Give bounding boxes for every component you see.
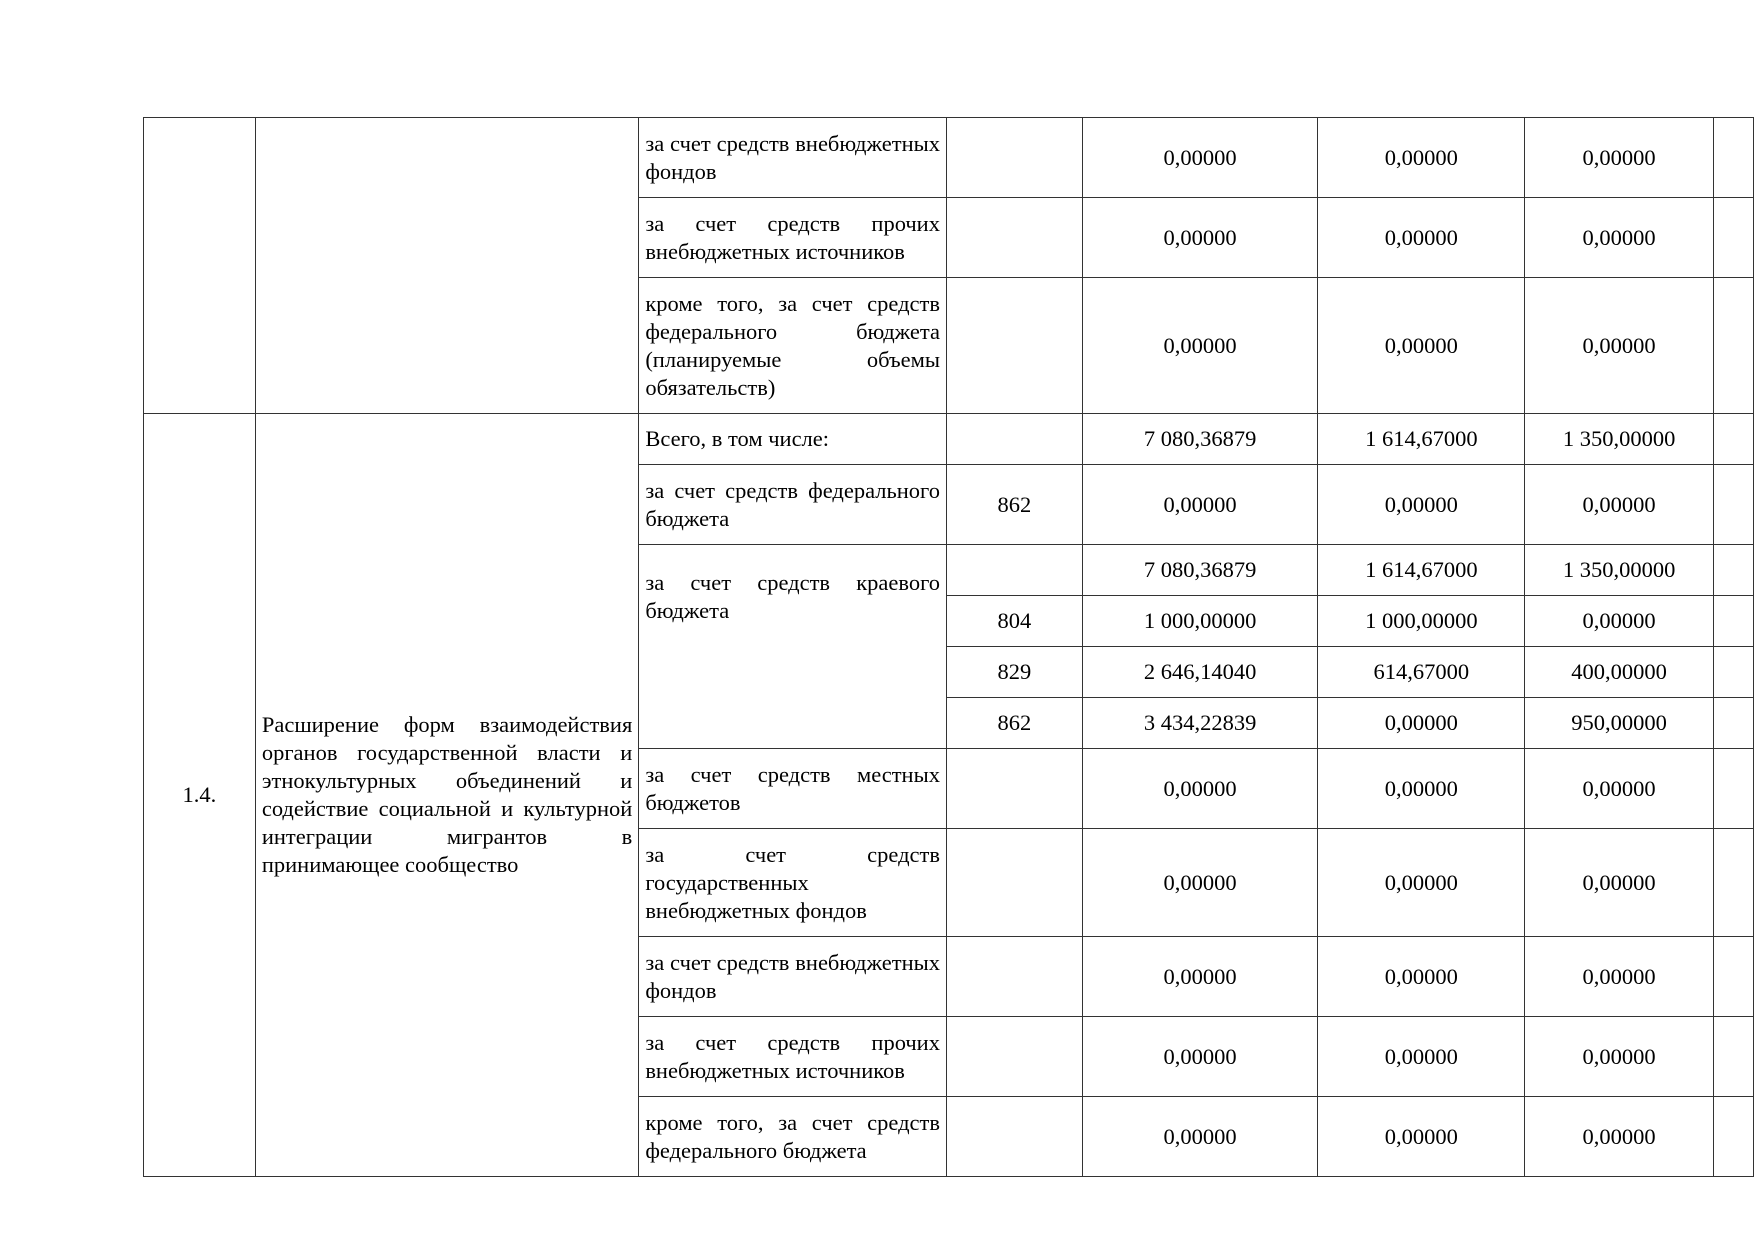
amount-year-2: 0,00000 xyxy=(1525,596,1714,647)
amount-year-2: 400,00000 xyxy=(1525,647,1714,698)
amount-total: 1 000,00000 xyxy=(1082,596,1318,647)
funding-source: кроме того, за счет средств федерального бюджета (планируемые объемы обязательств) xyxy=(639,278,947,414)
budget-code xyxy=(946,198,1082,278)
cut-off-cell xyxy=(1714,749,1754,829)
cut-off-cell xyxy=(1714,1097,1754,1177)
item-name-cell xyxy=(255,118,638,414)
amount-total: 2 646,14040 xyxy=(1082,647,1318,698)
cut-off-cell xyxy=(1714,118,1754,198)
amount-year-1: 0,00000 xyxy=(1318,698,1525,749)
cut-off-cell xyxy=(1714,278,1754,414)
amount-year-1: 0,00000 xyxy=(1318,118,1525,198)
budget-code xyxy=(946,278,1082,414)
amount-year-1: 0,00000 xyxy=(1318,465,1525,545)
amount-year-2: 0,00000 xyxy=(1525,118,1714,198)
budget-code xyxy=(946,1097,1082,1177)
cut-off-cell xyxy=(1714,647,1754,698)
amount-year-1: 1 000,00000 xyxy=(1318,596,1525,647)
amount-year-1: 0,00000 xyxy=(1318,1097,1525,1177)
amount-year-1: 0,00000 xyxy=(1318,749,1525,829)
funding-source: за счет средств внебюджетных фондов xyxy=(639,118,947,198)
amount-total: 0,00000 xyxy=(1082,1097,1318,1177)
amount-year-2: 1 350,00000 xyxy=(1525,414,1714,465)
item-number: 1.4. xyxy=(144,414,256,1177)
amount-year-2: 0,00000 xyxy=(1525,278,1714,414)
amount-year-1: 0,00000 xyxy=(1318,198,1525,278)
amount-total: 0,00000 xyxy=(1082,118,1318,198)
amount-total: 0,00000 xyxy=(1082,198,1318,278)
funding-source-local: за счет средств местных бюджетов xyxy=(639,749,947,829)
item-number-cell xyxy=(144,118,256,414)
budget-code xyxy=(946,414,1082,465)
amount-total: 0,00000 xyxy=(1082,1017,1318,1097)
amount-year-1: 0,00000 xyxy=(1318,937,1525,1017)
cut-off-cell xyxy=(1714,545,1754,596)
amount-year-1: 1 614,67000 xyxy=(1318,414,1525,465)
amount-total: 0,00000 xyxy=(1082,749,1318,829)
amount-year-2: 0,00000 xyxy=(1525,749,1714,829)
amount-year-1: 1 614,67000 xyxy=(1318,545,1525,596)
amount-total: 0,00000 xyxy=(1082,937,1318,1017)
funding-source-extra-funds: за счет средств внебюджетных фондов xyxy=(639,937,947,1017)
funding-source-state-funds: за счет средств государственных внебюджетных фондов xyxy=(639,829,947,937)
amount-total: 3 434,22839 xyxy=(1082,698,1318,749)
budget-code: 862 xyxy=(946,698,1082,749)
funding-source-federal-planned: кроме того, за счет средств федерального бюджета xyxy=(639,1097,947,1177)
budget-code xyxy=(946,749,1082,829)
amount-year-2: 1 350,00000 xyxy=(1525,545,1714,596)
amount-total: 0,00000 xyxy=(1082,278,1318,414)
budget-code: 804 xyxy=(946,596,1082,647)
amount-year-2: 0,00000 xyxy=(1525,198,1714,278)
funding-source-other: за счет средств прочих внебюджетных источников xyxy=(639,1017,947,1097)
budget-code xyxy=(946,118,1082,198)
amount-year-1: 0,00000 xyxy=(1318,1017,1525,1097)
funding-source-regional: за счет средств краевого бюджета xyxy=(639,545,947,749)
amount-year-2: 0,00000 xyxy=(1525,1097,1714,1177)
budget-code xyxy=(946,829,1082,937)
amount-year-2: 0,00000 xyxy=(1525,829,1714,937)
amount-year-1: 614,67000 xyxy=(1318,647,1525,698)
item-name: Расширение форм взаимодействия органов государственной власти и этнокультурных объединений и содействие социальной и культурной интеграции мигрантов в принимающее сообщество xyxy=(255,414,638,1177)
amount-total: 0,00000 xyxy=(1082,465,1318,545)
budget-code xyxy=(946,1017,1082,1097)
amount-total: 7 080,36879 xyxy=(1082,545,1318,596)
amount-year-2: 0,00000 xyxy=(1525,937,1714,1017)
cut-off-cell xyxy=(1714,414,1754,465)
cut-off-cell xyxy=(1714,198,1754,278)
cut-off-cell xyxy=(1714,1017,1754,1097)
funding-source-total: Всего, в том числе: xyxy=(639,414,947,465)
cut-off-cell xyxy=(1714,596,1754,647)
budget-code: 862 xyxy=(946,465,1082,545)
cut-off-cell xyxy=(1714,937,1754,1017)
table-row xyxy=(144,414,1754,465)
cut-off-cell xyxy=(1714,698,1754,749)
amount-year-2: 950,00000 xyxy=(1525,698,1714,749)
budget-code xyxy=(946,545,1082,596)
budget-code xyxy=(946,937,1082,1017)
amount-year-2: 0,00000 xyxy=(1525,1017,1714,1097)
funding-source-federal: за счет средств федерального бюджета xyxy=(639,465,947,545)
table-row xyxy=(144,118,1754,198)
amount-year-2: 0,00000 xyxy=(1525,465,1714,545)
budget-table xyxy=(143,117,1754,1177)
amount-year-1: 0,00000 xyxy=(1318,829,1525,937)
funding-source: за счет средств прочих внебюджетных источников xyxy=(639,198,947,278)
amount-total: 0,00000 xyxy=(1082,829,1318,937)
budget-code: 829 xyxy=(946,647,1082,698)
amount-total: 7 080,36879 xyxy=(1082,414,1318,465)
cut-off-cell xyxy=(1714,829,1754,937)
amount-year-1: 0,00000 xyxy=(1318,278,1525,414)
cut-off-cell xyxy=(1714,465,1754,545)
